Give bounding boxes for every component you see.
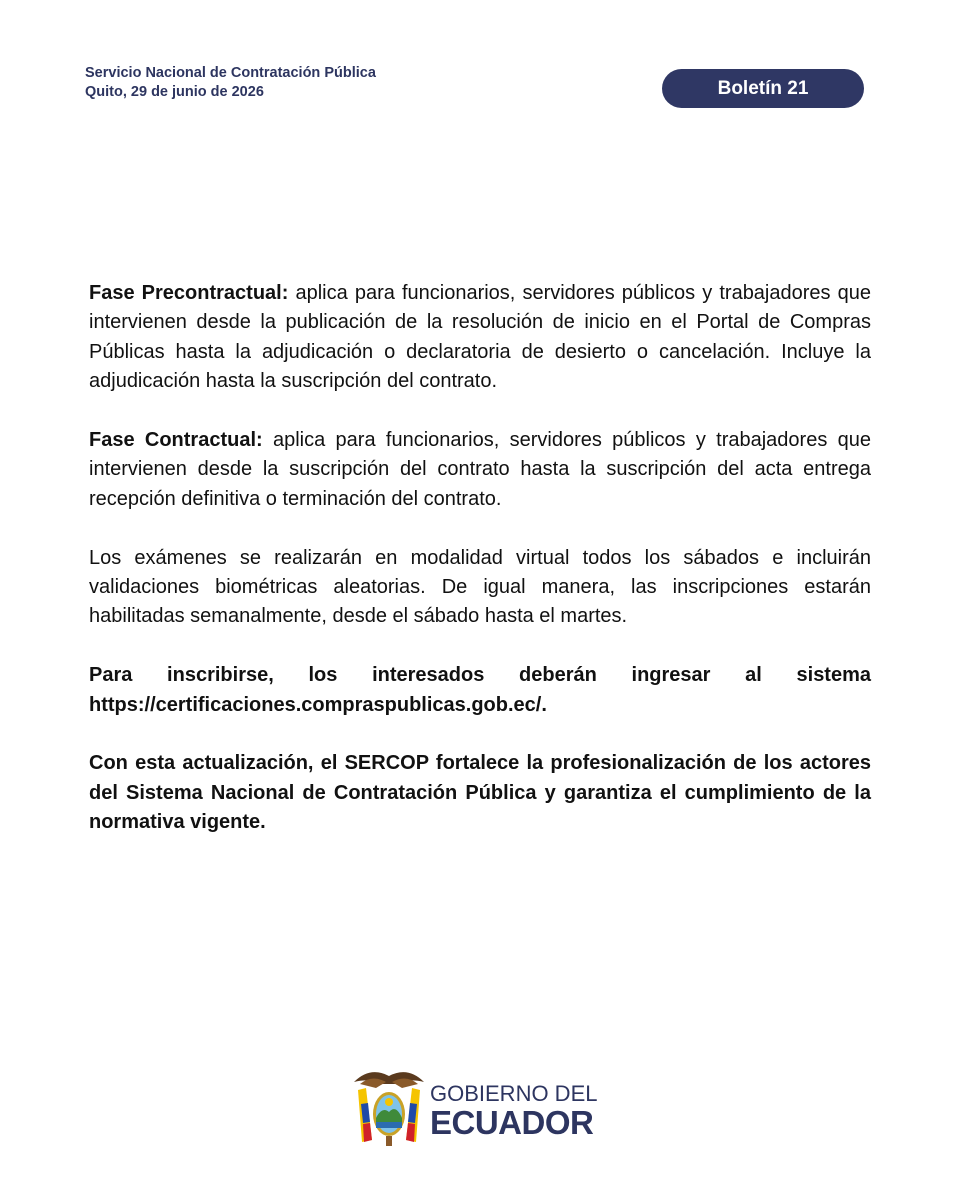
paragraph-precontractual: [89, 279, 871, 397]
paragraph-contractual: [89, 426, 871, 514]
paragraph-lead: Fase Contractual:: [89, 429, 263, 452]
ecuador-coat-of-arms-icon: [352, 1062, 426, 1150]
logo-line-1: GOBIERNO DEL: [430, 1081, 598, 1106]
location-date: Quito, 29 de junio de 2026: [85, 84, 264, 100]
paragraph-text: aplica para funcionarios, servidores públicos y trabajadores que intervienen desde la suscripción del contrato hasta la suscripción del acta entrega recepción definitiva o terminación del contrato.: [89, 429, 871, 510]
paragraph-exams: Los exámenes se realizarán en modalidad virtual todos los sábados e incluirán validaciones biométricas aleatorias. De igual manera, las inscripciones estarán habilitadas semanalmente, desde el sábado hasta el martes.: [89, 546, 871, 628]
bulletin-body: [89, 279, 871, 867]
bulletin-badge: Boletín 21: [662, 69, 864, 108]
paragraph-registration: Para inscribirse, los interesados deberán ingresar al sistema https://certificaciones.compraspublicas.gob.ec/.: [89, 664, 871, 716]
paragraph-text: aplica para funcionarios, servidores públicos y trabajadores que intervienen desde la publicación de la resolución de inicio en el Portal de Compras Públicas hasta la adjudicación o declaratoria de desierto o cancelación. Incluye la adjudicación hasta la suscripción del contrato.: [89, 282, 871, 393]
gobierno-ecuador-logo: [352, 1062, 602, 1154]
paragraph-lead: Fase Precontractual:: [89, 282, 289, 304]
header-organization: [85, 64, 376, 102]
organization-name: Servicio Nacional de Contratación Pública: [85, 65, 376, 81]
logo-line-2: ECUADOR: [430, 1104, 594, 1141]
paragraph-conclusion: Con esta actualización, el SERCOP fortalece la profesionalización de los actores del Sistema Nacional de Contratación Pública y garantiza el cumplimiento de la normativa vigente.: [89, 752, 871, 834]
